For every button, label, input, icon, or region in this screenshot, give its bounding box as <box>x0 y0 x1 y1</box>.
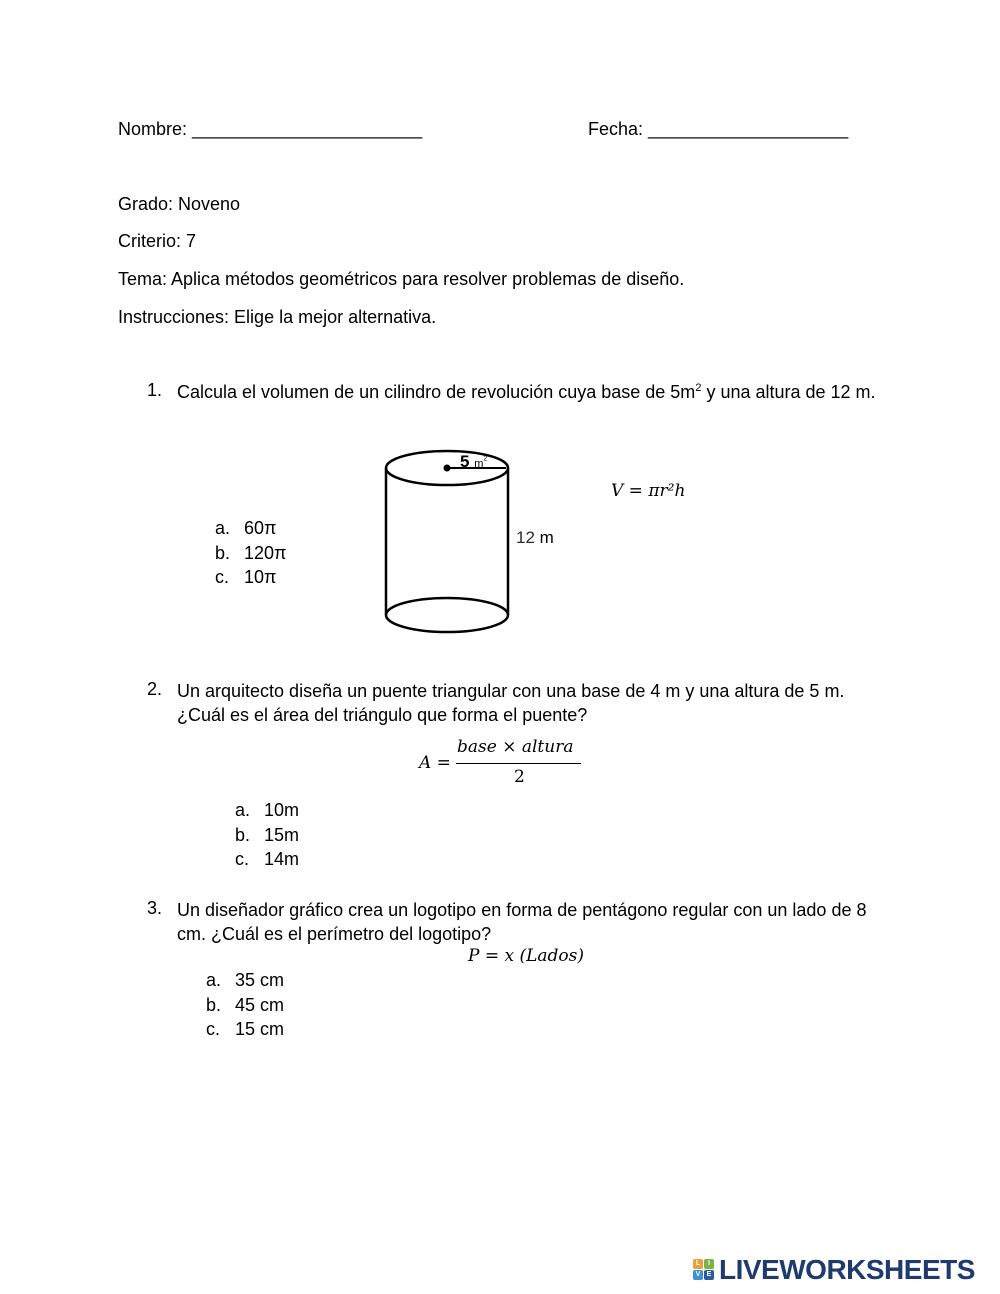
logo-tile: I <box>704 1259 714 1269</box>
option-c[interactable]: c. 14m <box>235 849 300 869</box>
question-text: Calcula el volumen de un cilindro de revolución cuya base de $5m^2$ y una altura de 12 m. <box>177 382 876 402</box>
option-b[interactable]: b. 120π <box>215 542 287 563</box>
option-a[interactable]: a. 35 cm <box>206 970 285 990</box>
question-number: 1. <box>147 380 163 400</box>
question-text: Un diseñador gráfico crea un logotipo en forma de pentágono regular con un lado de 8 cm. ¿Cuál es el perímetro del logotipo? <box>177 900 867 944</box>
grade-line: Grado: Noveno <box>118 194 241 214</box>
option-a[interactable]: a. 10m <box>235 800 300 820</box>
topic-line: Tema: Aplica métodos geométricos para resolver problemas de diseño. <box>118 269 685 289</box>
radius-label: 5 $m^2$ <box>460 452 488 471</box>
question-3 <box>147 898 892 948</box>
fraction-bar <box>456 763 581 764</box>
question-2-options <box>235 798 299 872</box>
area-formula-numerator: base × altura <box>457 737 574 757</box>
logo-tile: V <box>693 1270 703 1280</box>
option-c[interactable]: c. 10π <box>215 567 277 587</box>
question-3-options <box>206 968 284 1042</box>
area-formula <box>419 737 589 791</box>
perimeter-formula: P = x (Lados) <box>468 946 585 966</box>
question-number: 2. <box>147 679 163 699</box>
area-formula-denominator: 2 <box>514 767 525 787</box>
logo-tile: E <box>704 1270 714 1280</box>
option-b[interactable]: b. 15m <box>235 824 300 845</box>
logo-text: LIVEWORKSHEETS <box>719 1254 975 1285</box>
question-text: Un arquitecto diseña un puente triangular con una base de 4 m y una altura de 5 m. ¿Cuál es el área del triángulo que forma el puente? <box>177 681 845 725</box>
date-field-label: Fecha: ____________________ <box>588 119 849 139</box>
question-1-options <box>215 516 286 590</box>
height-label: 12 m <box>516 528 554 547</box>
instructions-line: Instrucciones: Elige la mejor alternativa. <box>118 307 437 327</box>
criterion-line: Criterio: 7 <box>118 231 197 251</box>
area-formula-lhs: A = <box>419 753 451 773</box>
logo-tile: L <box>693 1259 703 1269</box>
option-c[interactable]: c. 15 cm <box>206 1019 285 1039</box>
option-a[interactable]: a. 60π <box>215 518 277 538</box>
volume-formula: V = πr²h <box>611 481 686 501</box>
question-2 <box>147 679 892 729</box>
name-field-label: Nombre: _______________________ <box>118 119 423 139</box>
question-1 <box>147 380 892 430</box>
question-number: 3. <box>147 898 163 918</box>
option-b[interactable]: b. 45 cm <box>206 994 285 1015</box>
logo-tiles-icon <box>693 1259 715 1281</box>
